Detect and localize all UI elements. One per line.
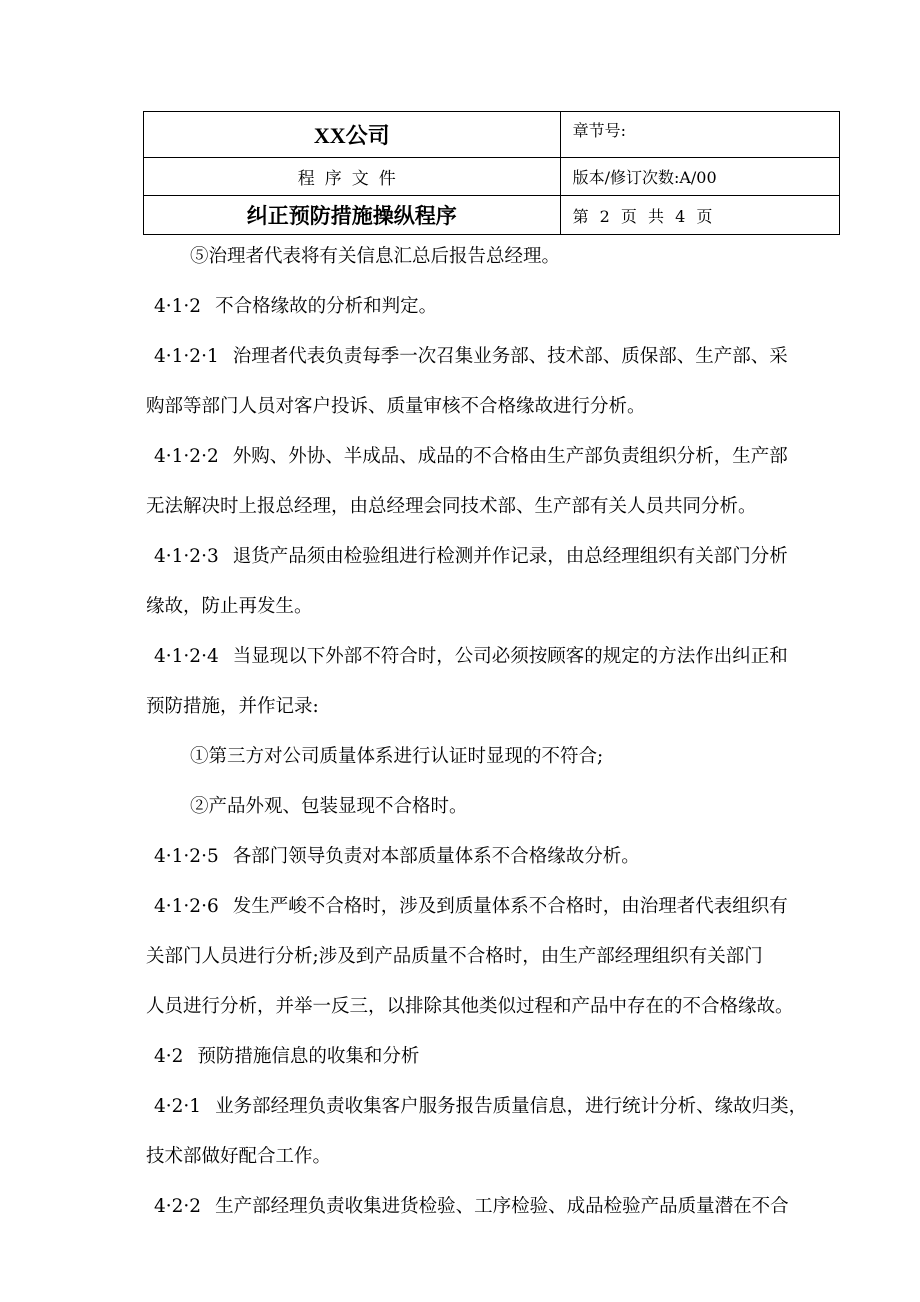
section-number: 4·1·2	[154, 296, 202, 317]
line-text: 退货产品须由检验组进行检测并作记录，由总经理组织有关部门分析	[232, 546, 788, 567]
paragraph-line	[146, 282, 796, 332]
paragraph-line	[146, 432, 796, 482]
line-text: 生产部经理负责收集进货检验、工序检验、成品检验产品质量潜在不合	[215, 1196, 789, 1217]
procedure-title-cell	[144, 196, 561, 235]
paragraph-line	[146, 982, 796, 1032]
paragraph-line	[146, 782, 796, 832]
paragraph-line	[146, 1032, 796, 1082]
section-number: 4·1·2·3	[154, 546, 219, 567]
section-number: 4·2·1	[154, 1096, 202, 1117]
line-text: 购部等部门人员对客户投诉、质量审核不合格缘故进行分析。	[146, 396, 646, 417]
paragraph-line	[146, 532, 796, 582]
paragraph-line	[146, 732, 796, 782]
document-type: 程序文件	[297, 169, 406, 189]
line-text: ①第三方对公司质量体系进行认证时显现的不符合;	[190, 746, 604, 767]
section-number: 4·1·2·2	[154, 446, 219, 467]
line-text: 预防措施，并作记录:	[146, 696, 319, 717]
line-text: 技术部做好配合工作。	[146, 1146, 332, 1167]
line-text: 人员进行分析，并举一反三，以排除其他类似过程和产品中存在的不合格缘故。	[146, 996, 794, 1017]
paragraph-line	[146, 1182, 796, 1232]
paragraph-line	[146, 632, 796, 682]
version-label: 版本/修订次数:A/00	[572, 168, 717, 187]
line-text: 各部门领导负责对本部质量体系不合格缘故分析。	[232, 846, 640, 867]
line-text: 业务部经理负责收集客户服务报告质量信息，进行统计分析、缘故归类，	[215, 1096, 808, 1117]
document-header-table	[143, 111, 840, 235]
line-text: 关部门人员进行分析;涉及到产品质量不合格时，由生产部经理组织有关部门	[146, 946, 763, 967]
company-name: XX公司	[313, 123, 390, 148]
company-name-cell	[144, 112, 561, 158]
section-number: 4·1·2·6	[154, 896, 219, 917]
version-cell	[560, 158, 839, 196]
paragraph-line	[146, 682, 796, 732]
document-type-cell	[144, 158, 561, 196]
procedure-title: 纠正预防措施操纵程序	[246, 203, 457, 228]
line-text: 预防措施信息的收集和分析	[197, 1046, 420, 1067]
section-number: 4·1·2·1	[154, 346, 219, 367]
chapter-number-cell	[560, 112, 839, 158]
section-number: 4·1·2·4	[154, 646, 219, 667]
section-number: 4·2·2	[154, 1196, 202, 1217]
paragraph-line	[146, 882, 796, 932]
line-text: ②产品外观、包装显现不合格时。	[190, 796, 468, 817]
paragraph-line	[146, 232, 796, 282]
paragraph-line	[146, 1082, 808, 1132]
document-body	[146, 232, 808, 1232]
paragraph-line	[146, 932, 796, 982]
page-info-cell	[560, 196, 839, 235]
line-text: 无法解决时上报总经理，由总经理会同技术部、生产部有关人员共同分析。	[146, 496, 757, 517]
line-text: 缘故，防止再发生。	[146, 596, 313, 617]
paragraph-line	[146, 382, 796, 432]
paragraph-line	[146, 582, 796, 632]
section-number: 4·1·2·5	[154, 846, 219, 867]
section-number: 4·2	[154, 1046, 184, 1067]
line-text: 不合格缘故的分析和判定。	[215, 296, 438, 317]
page-info: 第 2 页 共 4 页	[572, 206, 713, 226]
line-text: 外购、外协、半成品、成品的不合格由生产部负责组织分析，生产部	[232, 446, 788, 467]
line-text: 发生严峻不合格时，涉及到质量体系不合格时，由治理者代表组织有	[232, 896, 788, 917]
line-text: 治理者代表负责每季一次召集业务部、技术部、质保部、生产部、采	[232, 346, 788, 367]
paragraph-line	[146, 482, 796, 532]
line-text: ⑤治理者代表将有关信息汇总后报告总经理。	[190, 246, 561, 267]
paragraph-line	[146, 332, 796, 382]
chapter-number-label: 章节号:	[572, 121, 626, 140]
paragraph-line	[146, 832, 796, 882]
line-text: 当显现以下外部不符合时，公司必须按顾客的规定的方法作出纠正和	[232, 646, 788, 667]
paragraph-line	[146, 1132, 796, 1182]
